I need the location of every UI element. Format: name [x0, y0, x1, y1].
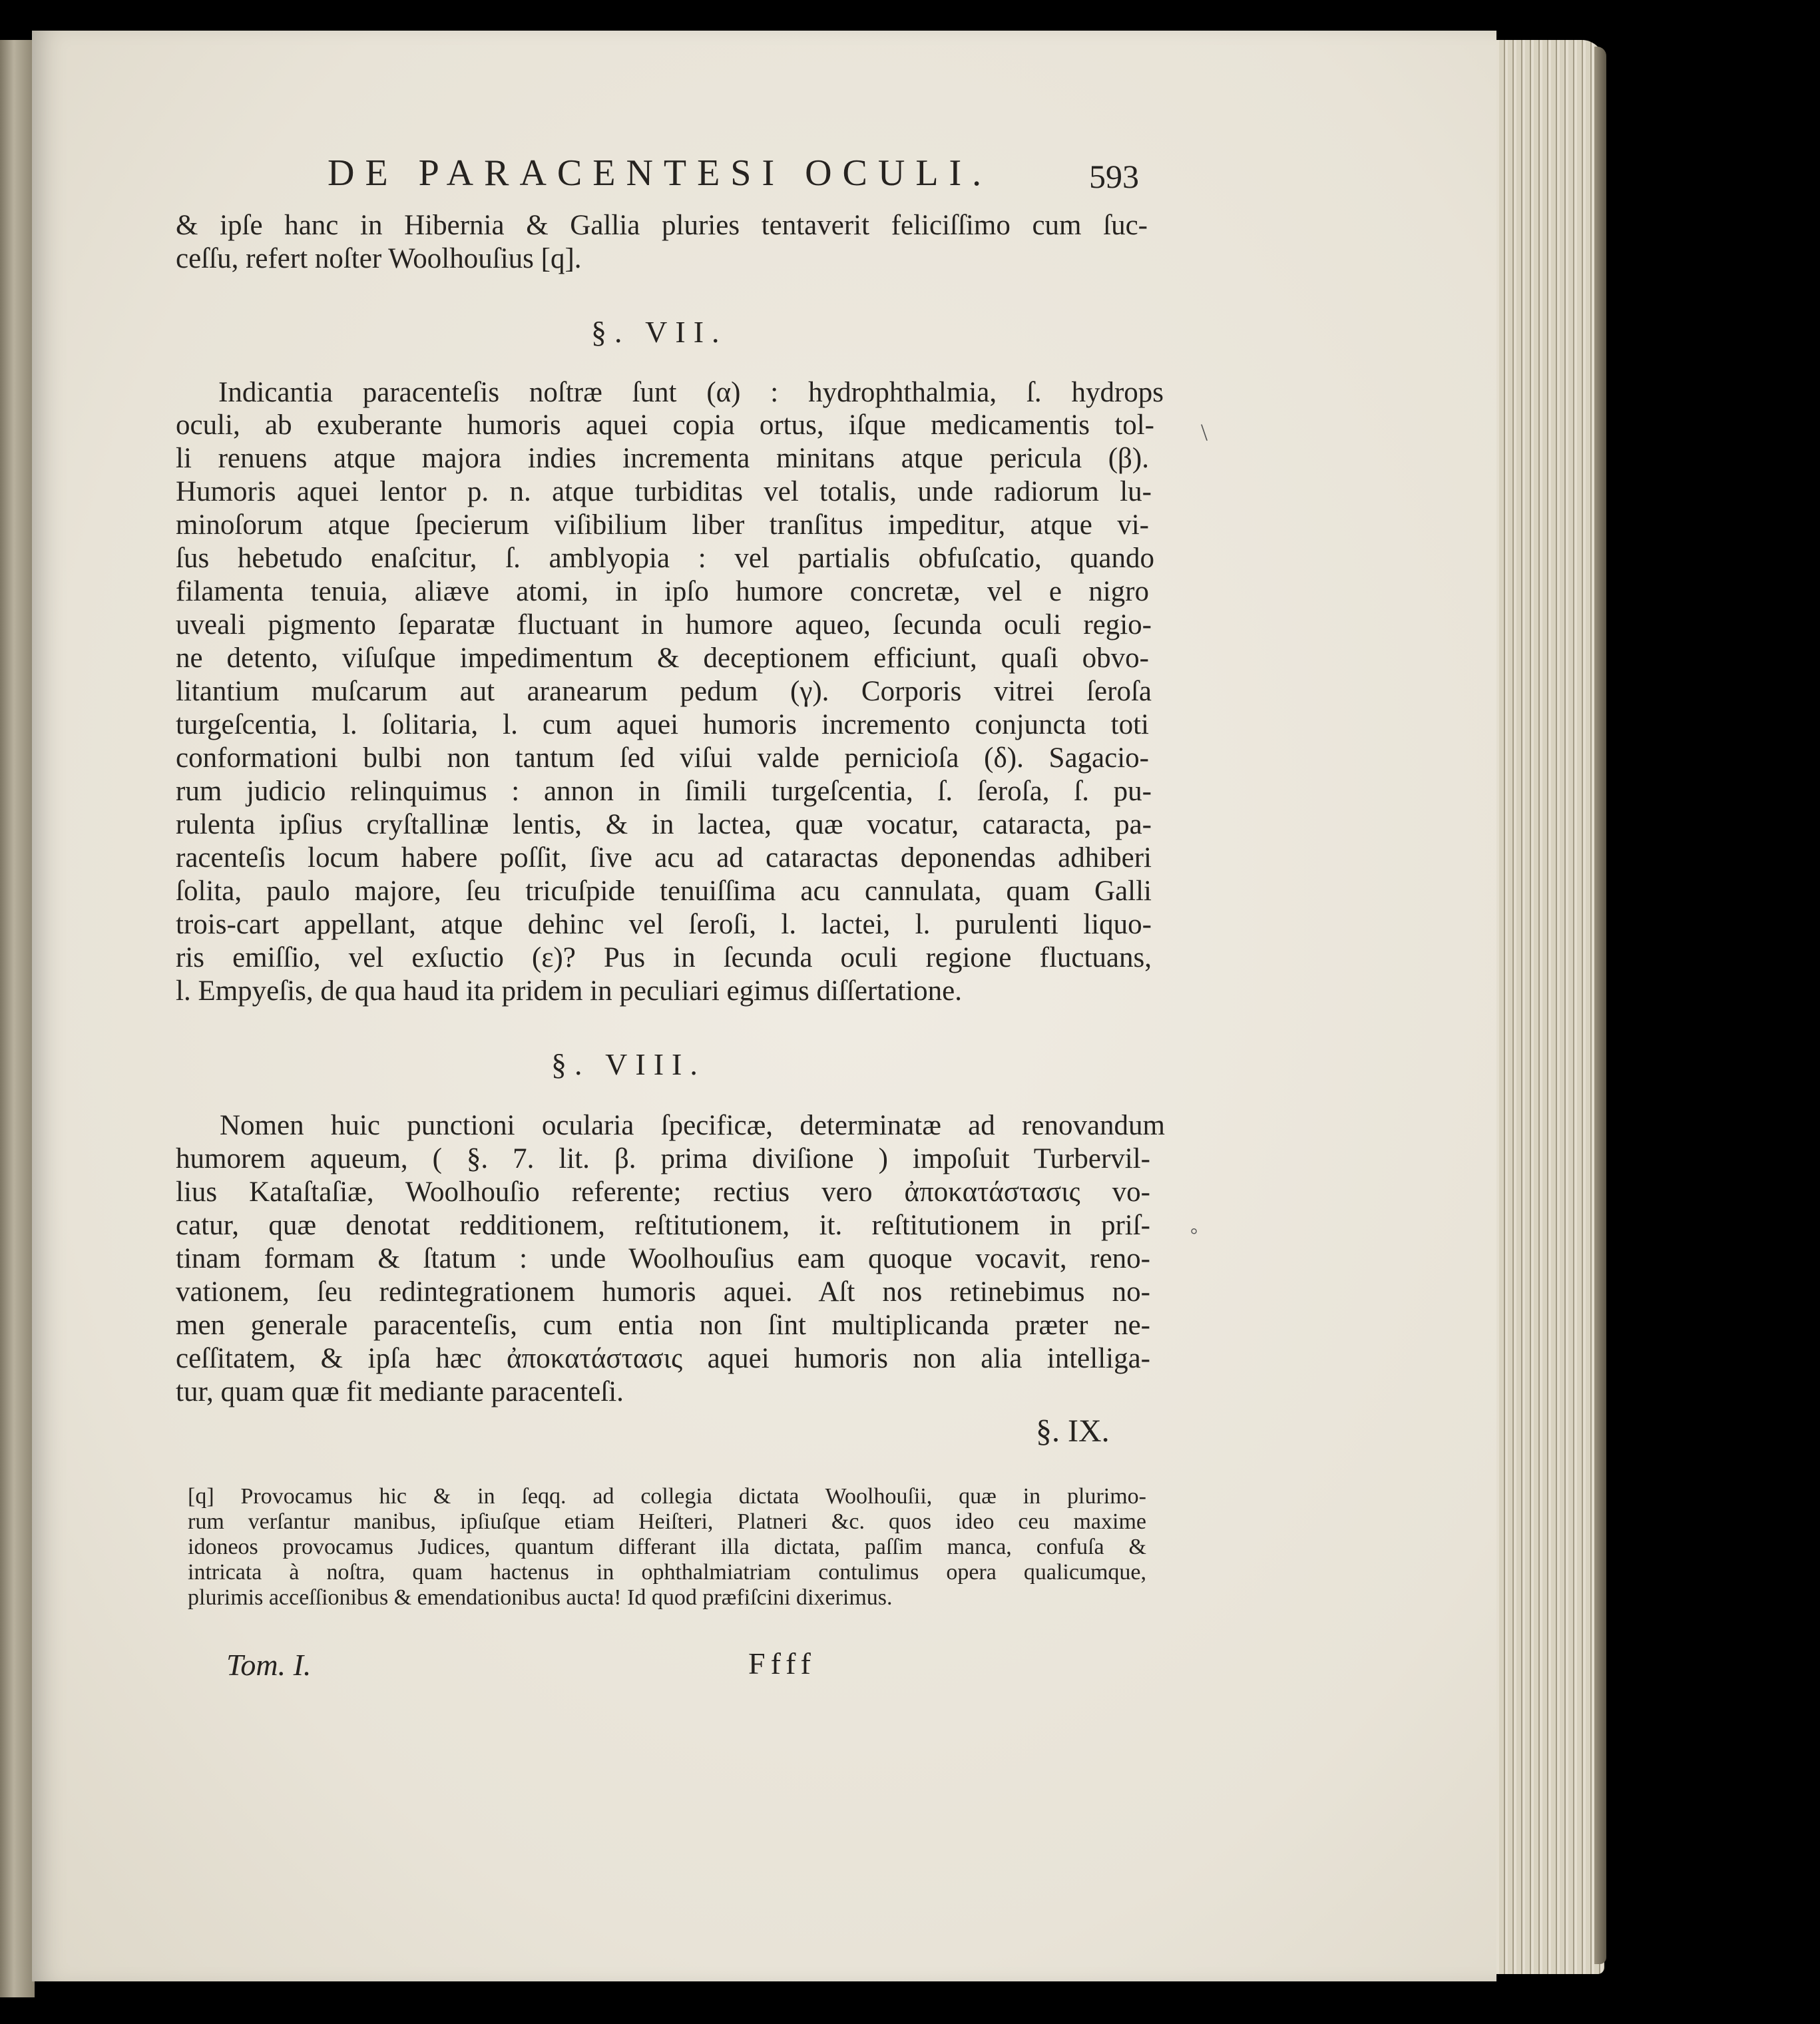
text-line: minoſorum atque ſpecierum viſibilium liber tranſitus impeditur, atque vi- — [176, 509, 1149, 541]
text-line: humorem aqueum, ( §. 7. lit. β. prima diviſione ) impoſuit Turbervil- — [176, 1143, 1150, 1174]
catchword: §. IX. — [1036, 1413, 1110, 1449]
footnote-line: intricata à noſtra, quam hactenus in ophthalmiatriam contulimus opera qualicumque, — [188, 1560, 1146, 1585]
text-line: tur, quam quæ fit mediante paracenteſi. — [176, 1376, 624, 1407]
footnote-line: [q] Provocamus hic & in ſeqq. ad collegia dictata Woolhouſii, quæ in plurimo- — [188, 1484, 1146, 1509]
text-line: tinam formam & ſtatum : unde Woolhouſius eam quoque vocavit, reno- — [176, 1243, 1150, 1274]
text-line: turgeſcentia, l. ſolitaria, l. cum aquei humoris incremento conjuncta toti — [176, 709, 1149, 740]
section-heading-8: §. VIII. — [551, 1047, 706, 1081]
facing-page-edge — [0, 40, 35, 1997]
section-heading-7: §. VII. — [591, 315, 728, 349]
text-line: racenteſis locum habere poſſit, ſive acu ad cataractas deponendas adhiberi — [176, 842, 1152, 874]
text-line: li renuens atque majora indies incrementa minitans atque pericula (β). — [176, 443, 1149, 474]
text-line: ne detento, viſuſque impedimentum & deceptionem efficiunt, quaſi obvo- — [176, 642, 1149, 674]
margin-mark: ° — [1190, 1225, 1198, 1246]
page-edge-shadow — [1594, 47, 1606, 1964]
page-number: 593 — [1089, 158, 1139, 195]
text-line: Humoris aquei lentor p. n. atque turbiditas vel totalis, unde radiorum lu- — [176, 476, 1152, 507]
text-line: litantium muſcarum aut aranearum pedum (γ). Corporis vitrei ſeroſa — [176, 676, 1152, 707]
text-line: ſolita, paulo majore, ſeu tricuſpide tenuiſſima acu cannulata, quam Galli — [176, 876, 1152, 907]
volume-label: Tom. I. — [226, 1648, 312, 1682]
text-line: oculi, ab exuberante humoris aquei copia ortus, iſque medicamentis tol- — [176, 409, 1154, 441]
footnote-line: idoneos provocamus Judices, quantum differant illa dictata, paſſim manca, confuſa & — [188, 1535, 1146, 1559]
text-line: men generale paracenteſis, cum entia non ſint multiplicanda præter ne- — [176, 1310, 1150, 1341]
margin-mark: \ — [1201, 419, 1208, 445]
text-line: ceſſu, refert noſter Woolhouſius [q]. — [176, 243, 582, 274]
running-head: DE PARACENTESI OCULI. — [328, 152, 993, 194]
text-line: catur, quæ denotat redditionem, reſtitutionem, it. reſtitutionem in priſ- — [176, 1210, 1150, 1241]
text-line: ſus hebetudo enaſcitur, ſ. amblyopia : vel partialis obfuſcatio, quando — [176, 543, 1154, 574]
text-line: trois-cart appellant, atque dehinc vel ſeroſi, l. lactei, l. purulenti liquo- — [176, 909, 1152, 940]
text-line: lius Kataſtaſiæ, Woolhouſio referente; rectius vero ἀποκατάστασις vo- — [176, 1176, 1150, 1208]
footnote-line: plurimis acceſſionibus & emendationibus aucta! Id quod præfiſcini dixerimus. — [188, 1585, 893, 1610]
signature-mark: Ffff — [748, 1646, 816, 1680]
footnote-line: rum verſantur manibus, ipſiuſque etiam Heiſteri, Platneri &c. quos ideo ceu maxime — [188, 1509, 1146, 1534]
text-line: l. Empyeſis, de qua haud ita pridem in peculiari egimus diſſertatione. — [176, 975, 962, 1007]
text-line: rulenta ipſius cryſtallinæ lentis, & in lactea, quæ vocatur, cataracta, pa- — [176, 809, 1152, 840]
text-line: conformationi bulbi non tantum ſed viſui valde pernicioſa (δ). Sagacio- — [176, 742, 1149, 774]
text-line: Nomen huic punctioni ocularia ſpecificæ, determinatæ ad renovandum — [220, 1110, 1165, 1141]
text-line: rum judicio relinquimus : annon in ſimili turgeſcentia, ſ. ſeroſa, ſ. pu- — [176, 776, 1152, 807]
text-line: vationem, ſeu redintegrationem humoris aquei. Aſt nos retinebimus no- — [176, 1276, 1150, 1308]
text-line: uveali pigmento ſeparatæ fluctuant in humore aqueo, ſecunda oculi regio- — [176, 609, 1152, 640]
text-line: filamenta tenuia, aliæve atomi, in ipſo humore concretæ, vel e nigro — [176, 576, 1149, 607]
text-line: ris emiſſio, vel exſuctio (ε)? Pus in ſecunda oculi regione fluctuans, — [176, 942, 1152, 973]
text-line: ceſſitatem, & ipſa hæc ἀποκατάστασις aquei humoris non alia intelliga- — [176, 1343, 1150, 1374]
text-line: Indicantia paracenteſis noſtræ ſunt (α) : hydrophthalmia, ſ. hydrops — [218, 377, 1164, 408]
text-line: & ipſe hanc in Hibernia & Gallia pluries tentaverit feliciſſimo cum ſuc- — [176, 210, 1148, 241]
